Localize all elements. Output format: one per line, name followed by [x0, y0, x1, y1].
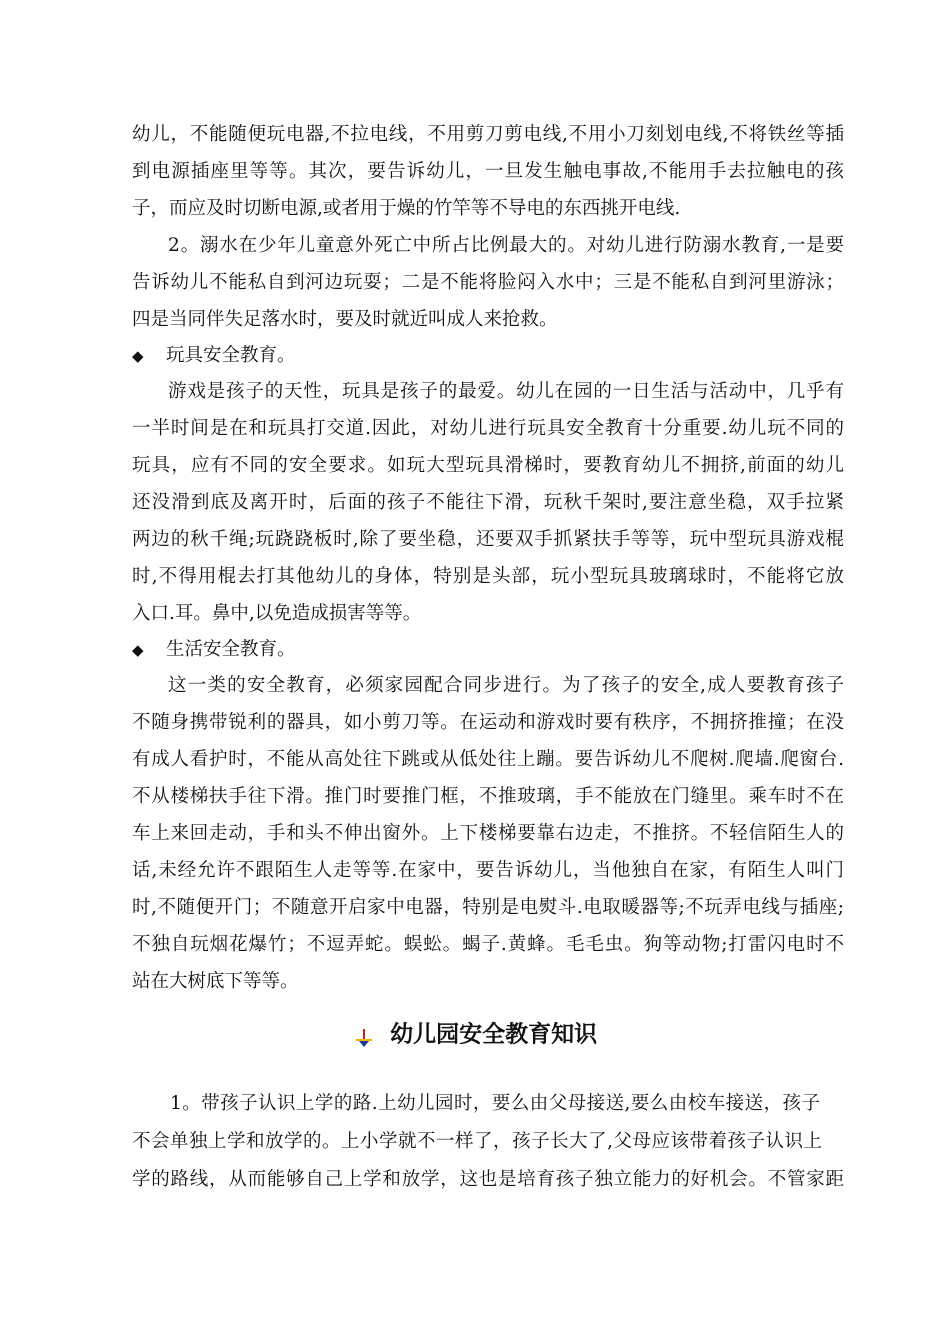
paragraph-line: 时,不得用棍去打其他幼儿的身体，特别是头部，玩小型玩具玻璃球时，不能将它放	[132, 566, 844, 587]
paragraph-line: 四是当同伴失足落水时，要及时就近叫成人来抢救。	[132, 309, 558, 330]
paragraph-line: 幼儿，不能随便玩电器,不拉电线，不用剪刀剪电线,不用小刀刻划电线,不将铁丝等插	[132, 124, 844, 145]
paragraph-line: 子，而应及时切断电源,或者用于燥的竹竿等不导电的东西挑开电线.	[132, 198, 681, 219]
paragraph-line: 两边的秋千绳;玩跷跷板时,除了要坐稳，还要双手抓紧扶手等等，玩中型玩具游戏棍	[132, 529, 844, 550]
paragraph-line: 到电源插座里等等。其次，要告诉幼儿，一旦发生触电事故,不能用手去拉触电的孩	[132, 161, 844, 182]
paragraph-line: 2。溺水在少年儿童意外死亡中所占比例最大的。对幼儿进行防溺水教育,一是要	[168, 235, 844, 256]
paragraph-line: 不从楼梯扶手往下滑。推门时要推门框，不推玻璃，手不能放在门缝里。乘车时不在	[132, 786, 844, 807]
diamond-bullet-icon: ◆	[132, 347, 144, 365]
bullet-label: 玩具安全教育。	[166, 345, 296, 366]
paragraph-line: 不会单独上学和放学的。上小学就不一样了，孩子长大了,父母应该带着孩子认识上	[132, 1131, 822, 1152]
bullet-item-life-safety	[132, 632, 296, 668]
paragraph-line: 一半时间是在和玩具打交道.因此，对幼儿进行玩具安全教育十分重要.幼儿玩不同的	[132, 418, 844, 439]
paragraph-line: 不随身携带锐利的器具，如小剪刀等。在运动和游戏时要有秩序，不拥挤推撞；在没	[132, 712, 844, 733]
paragraph-line: 还没滑到底及离开时，后面的孩子不能往下滑，玩秋千架时,要注意坐稳，双手拉紧	[132, 492, 844, 513]
paragraph-line: 入口.耳。鼻中,以免造成损害等等。	[132, 603, 422, 624]
bullet-item-toy-safety	[132, 338, 296, 374]
paragraph-line: 站在大树底下等等。	[132, 971, 299, 992]
section-heading	[355, 1012, 597, 1056]
paragraph-line: 有成人看护时，不能从高处往下跳或从低处往上蹦。要告诉幼儿不爬树.爬墙.爬窗台.	[132, 749, 844, 770]
arrow-down-icon	[355, 1022, 373, 1044]
paragraph-line: 学的路线，从而能够自己上学和放学，这也是培育孩子独立能力的好机会。不管家距	[132, 1169, 844, 1190]
paragraph-line: 告诉幼儿不能私自到河边玩耍；二是不能将脸闷入水中；三是不能私自到河里游泳；	[132, 272, 844, 293]
paragraph-line: 1。带孩子认识上学的路.上幼儿园时，要么由父母接送,要么由校车接送，孩子	[170, 1093, 820, 1114]
paragraph-line: 游戏是孩子的天性，玩具是孩子的最爱。幼儿在园的一日生活与活动中，几乎有	[168, 381, 844, 402]
paragraph-line: 时,不随便开门；不随意开启家中电器，特别是电熨斗.电取暖器等;不玩弄电线与插座;	[132, 897, 844, 918]
paragraph-line: 玩具，应有不同的安全要求。如玩大型玩具滑梯时，要教育幼儿不拥挤,前面的幼儿	[132, 455, 844, 476]
bullet-label: 生活安全教育。	[166, 639, 296, 660]
paragraph-line: 话,未经允许不跟陌生人走等等.在家中，要告诉幼儿，当他独自在家，有陌生人叫门	[132, 860, 844, 881]
diamond-bullet-icon: ◆	[132, 641, 144, 659]
paragraph-line: 这一类的安全教育，必须家园配合同步进行。为了孩子的安全,成人要教育孩子	[168, 675, 844, 696]
heading-title: 幼儿园安全教育知识	[390, 1021, 598, 1048]
paragraph-line: 不独自玩烟花爆竹；不逗弄蛇。蜈蚣。蝎子.黄蜂。毛毛虫。狗等动物;打雷闪电时不	[132, 934, 844, 955]
paragraph-line: 车上来回走动，手和头不伸出窗外。上下楼梯要靠右边走，不推挤。不轻信陌生人的	[132, 823, 844, 844]
